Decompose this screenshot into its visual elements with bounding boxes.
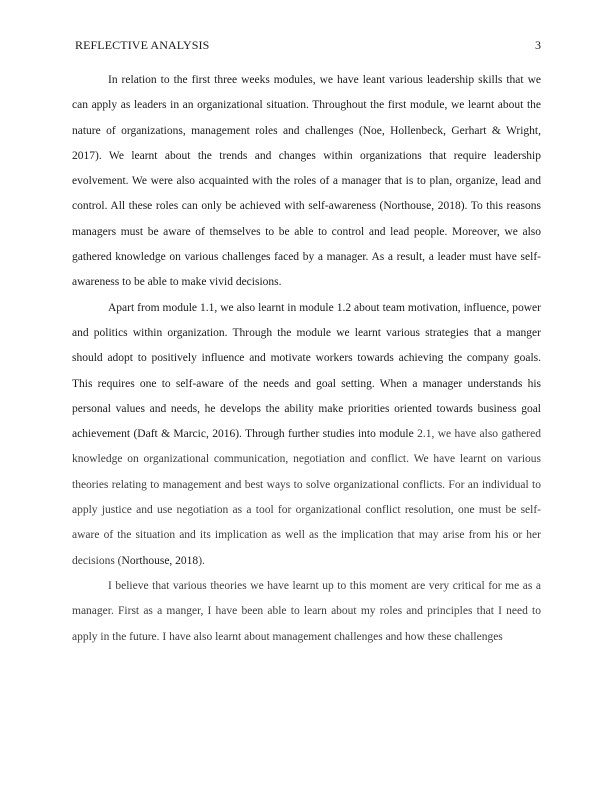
paragraph-2-text-d: ). (198, 554, 205, 567)
body-text (72, 68, 541, 650)
paragraph-3-text: I believe that various theories we have learnt up to this moment are very critical for me as a manager. First as a manger, I have been able to learn about my roles and principles that I need to apply in the future. I have also learnt about management challenges and how these challenges (72, 579, 541, 643)
paragraph-2 (72, 296, 541, 574)
paragraph-3 (72, 574, 541, 650)
paragraph-2-text-a: Apart from module 1.1, we also learnt in module 1.2 about team motivation, influence, power and politics within organization. Through the module we learnt various strategies that a manger should adopt to positively influence and motivate workers towards achieving the company goals. This requires one to self-aware of the needs and goal setting. When a manager understands his personal values and needs, he develops the ability make priorities oriented towards business goal achievement (Daft & Marcic, 2016). Through further studies into module (72, 301, 541, 441)
paragraph-2-text-b: 2.1, we have also gathered knowledge on organizational communication, negotiation and conflict. We have learnt on various theories relating to management and best ways to solve organizational conflicts. For an individual to apply justice and use negotiation as a tool for organizational conflict resolution, one must be self-aware of the situation and its implication as well as the implication that may arise from his or her decisions ( (72, 428, 541, 567)
paragraph-1 (72, 68, 541, 296)
page-header (75, 37, 541, 53)
running-head: REFLECTIVE ANALYSIS (75, 38, 210, 52)
paragraph-1-text: In relation to the first three weeks modules, we have leant various leadership skills that we can apply as leaders in an organizational situation. Throughout the first module, we learnt about the nature of organizations, management roles and challenges (Noe, Hollenbeck, Gerhart & Wright, 2017). We learnt about the trends and changes within organizations that require leadership evolvement. We were also acquainted with the roles of a manager that is to plan, organize, lead and control. All these roles can only be achieved with self-awareness (Northouse, 2018). To this reasons managers must be aware of themselves to be able to control and lead people. Moreover, we also gathered knowledge on various challenges faced by a manager. As a result, a leader must have self-awareness to be able to make vivid decisions. (72, 74, 541, 289)
page-number: 3 (535, 38, 541, 52)
paragraph-2-citation: Northouse, 2018 (121, 554, 199, 567)
